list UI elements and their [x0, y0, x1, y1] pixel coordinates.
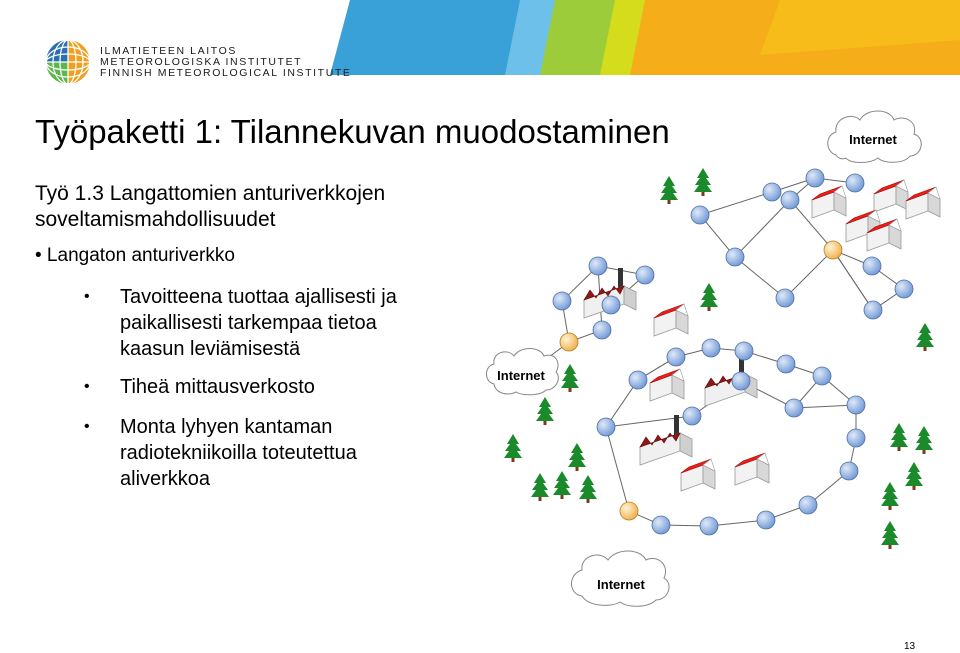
- sensor-node: [781, 191, 799, 209]
- sensor-node: [593, 321, 611, 339]
- house-icon: [650, 369, 684, 401]
- gateway-node: [560, 333, 578, 351]
- sensor-node: [763, 183, 781, 201]
- sensor-node: [777, 355, 795, 373]
- cloud-top-label: Internet: [849, 132, 897, 147]
- list-item-line: Tavoitteena tuottaa ajallisesti ja: [120, 286, 397, 308]
- cloud-bottom-label: Internet: [597, 577, 645, 592]
- sensor-node: [553, 292, 571, 310]
- sensor-network-diagram: [480, 132, 960, 610]
- house-icon: [735, 453, 769, 485]
- tree-icon: [881, 482, 899, 510]
- sensor-node: [840, 462, 858, 480]
- list-item-line: Monta lyhyen kantaman: [120, 416, 333, 438]
- sensor-node: [652, 516, 670, 534]
- sensor-node: [806, 169, 824, 187]
- sensor-node: [785, 399, 803, 417]
- gateway-node: [620, 502, 638, 520]
- tree-icon: [561, 364, 579, 392]
- sensor-node: [636, 266, 654, 284]
- sensor-node: [846, 174, 864, 192]
- bullet-dot: •: [84, 288, 90, 305]
- tree-icon: [579, 475, 597, 503]
- tree-icon: [660, 176, 678, 204]
- sensor-node: [683, 407, 701, 425]
- list-item-line: kaasun leviämisestä: [120, 338, 301, 360]
- logo-line-1: ILMATIETEEN LAITOS: [100, 45, 237, 57]
- sensor-node: [864, 301, 882, 319]
- factory-icon: [640, 415, 692, 465]
- fmi-logo-icon: [46, 40, 90, 84]
- house-icon: [681, 459, 715, 491]
- tree-icon: [905, 462, 923, 490]
- sensor-node: [597, 418, 615, 436]
- sensor-node: [700, 517, 718, 535]
- sensor-node: [726, 248, 744, 266]
- house-icon: [654, 304, 688, 336]
- sensor-node: [735, 342, 753, 360]
- house-icon: [906, 187, 940, 219]
- sensor-node: [667, 348, 685, 366]
- tree-icon: [916, 323, 934, 351]
- sensor-node: [847, 429, 865, 447]
- sensor-node: [847, 396, 865, 414]
- house-icon: [812, 186, 846, 218]
- list-item-line: paikallisesti tarkempaa tietoa: [120, 312, 377, 334]
- sensor-node: [799, 496, 817, 514]
- tree-icon: [553, 471, 571, 499]
- sensor-node: [629, 371, 647, 389]
- slide-title: Työpaketti 1: Tilannekuvan muodostaminen: [35, 113, 670, 150]
- logo-line-3: FINNISH METEOROLOGICAL INSTITUTE: [100, 67, 352, 79]
- sensor-node: [602, 296, 620, 314]
- tree-icon: [504, 434, 522, 462]
- page-number: 13: [904, 641, 916, 652]
- list-item-line: aliverkkoa: [120, 468, 211, 490]
- tree-icon: [700, 283, 718, 311]
- slide-subtitle: Työ 1.3 Langattomien anturiverkkojen soveltamismahdollisuudet: [35, 182, 386, 231]
- house-icon: [874, 180, 908, 212]
- tree-icon: [568, 443, 586, 471]
- tree-icon: [881, 521, 899, 549]
- sensor-node: [732, 372, 750, 390]
- bullet-dot: •: [84, 378, 90, 395]
- logo-line-2: METEOROLOGISKA INSTITUTET: [100, 56, 303, 68]
- gateway-node: [824, 241, 842, 259]
- sensor-node: [702, 339, 720, 357]
- tree-icon: [694, 168, 712, 196]
- tree-icon: [890, 423, 908, 451]
- list-item-line: radiotekniikoilla toteutettua: [120, 442, 357, 464]
- sensor-node: [589, 257, 607, 275]
- sensor-node: [757, 511, 775, 529]
- cloud-left-label: Internet: [497, 368, 545, 383]
- bullet-dot: •: [84, 418, 90, 435]
- tree-icon: [915, 426, 933, 454]
- banner-stripe-blue: [330, 0, 530, 75]
- tree-icon: [536, 397, 554, 425]
- buildings: [584, 180, 940, 491]
- sensor-node: [863, 257, 881, 275]
- sensor-node: [691, 206, 709, 224]
- list-item-line: Tiheä mittausverkosto: [120, 376, 315, 398]
- sensor-node: [895, 280, 913, 298]
- main-bullet: • Langaton anturiverkko: [35, 245, 235, 266]
- sensor-node: [776, 289, 794, 307]
- tree-icon: [531, 473, 549, 501]
- sensor-node: [813, 367, 831, 385]
